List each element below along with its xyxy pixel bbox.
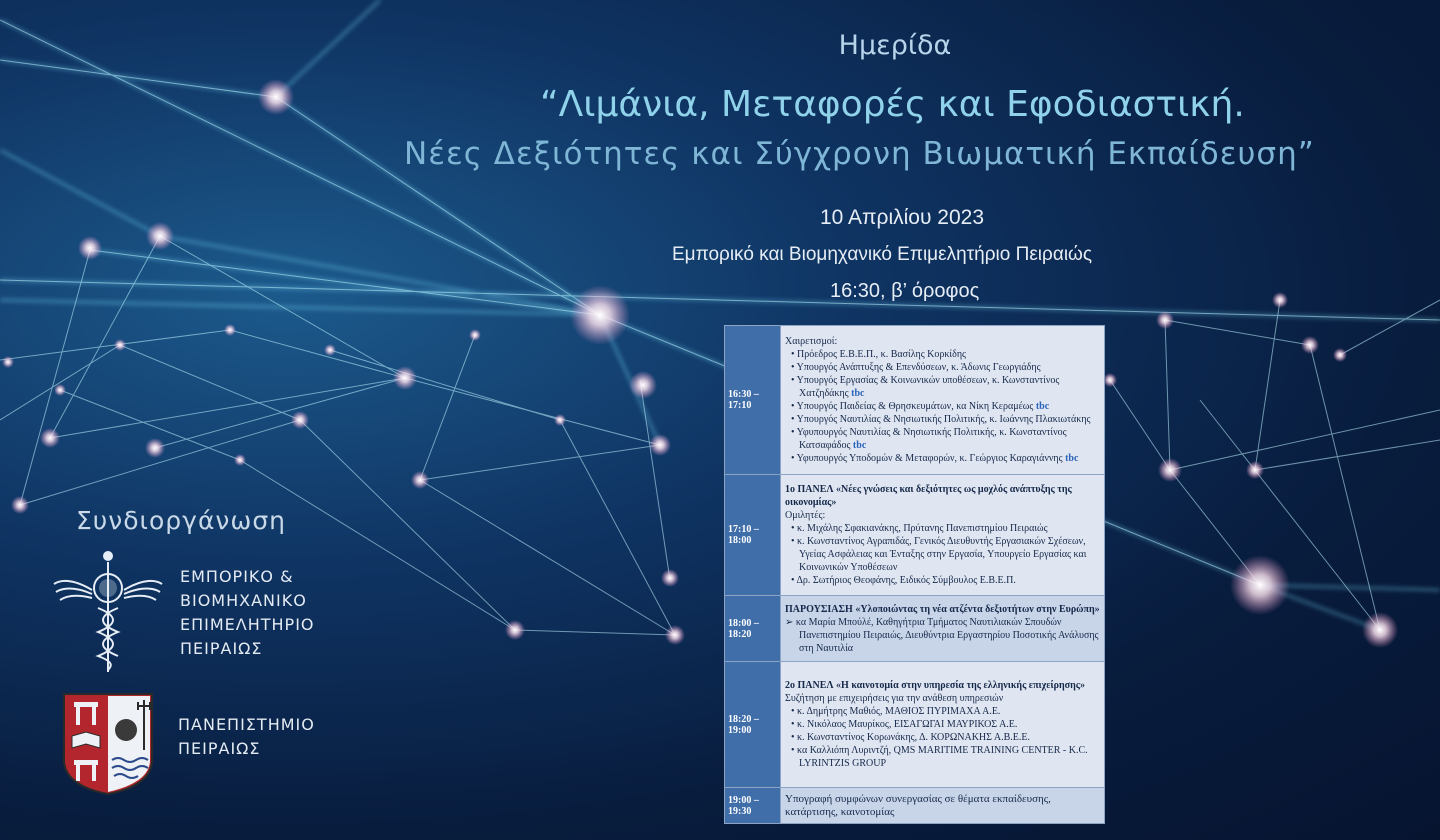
speaker-item: • κ. Μιχάλης Σφακιανάκης, Πρύτανης Πανεπιστημίου Πειραιώς [791, 523, 1048, 534]
agenda-time [725, 596, 781, 662]
agenda-session-signing [781, 788, 1105, 824]
event-venue: Εμπορικό και Βιομηχανικό Επιμελητήριο Πειραιώς [672, 244, 1093, 265]
time-end: 19:00 [728, 724, 752, 736]
unipi-name [178, 713, 315, 761]
co-organization-title: Συνδιοργάνωση [76, 506, 287, 535]
tbc-label: tbc [852, 440, 867, 451]
agenda-row [725, 662, 1105, 788]
agenda-session-greetings [781, 326, 1105, 475]
agenda-session-panel1 [781, 475, 1105, 596]
agenda-table [724, 325, 1105, 824]
speaker-item: ➢ κα Μαρία Μπούλέ, Καθηγήτρια Τμήματος Ναυτιλιακών Σπουδών Πανεπιστημίου Πειραιώς, Διευθύντρια Εργαστηρίου Ποσοτικής Ανάλυσης στη Ναυτιλία [785, 616, 1099, 654]
speaker-item: • κ. Κωνσταντίνος Αγραπιδάς, Γενικός Διευθυντής Εργασιακών Σχέσεων, Υγείας Ασφάλειας και Ένταξης στην Εργασία, Υπουργείο Εργασίας και Κοινωνικών Υποθέσεων [791, 536, 1087, 573]
agenda-row [725, 326, 1105, 475]
time-end: 17:10 [728, 400, 752, 411]
ebep-name-line3: ΕΠΙΜΕΛΗΤΗΡΙΟ [180, 615, 315, 634]
time-start: 18:00 – [728, 617, 759, 629]
time-end: 18:20 [728, 628, 752, 640]
speaker-item: • Δρ. Σωτήριος Θεοφάνης, Ειδικός Σύμβουλος Ε.Β.Ε.Π. [791, 575, 1016, 586]
agenda-time [725, 662, 781, 788]
speaker-item [785, 400, 1101, 413]
speaker-item [785, 426, 1101, 452]
agenda-row [725, 596, 1105, 662]
session-heading: Χαιρετισμοί: [785, 336, 838, 347]
tbc-label: tbc [851, 388, 865, 399]
session-heading: ΠΑΡΟΥΣΙΑΣΗ «Υλοποιώντας τη νέα ατζέντα δεξιοτήτων στην Ευρώπη» [785, 603, 1100, 615]
agenda-session-presentation [781, 596, 1105, 662]
speaker-item [785, 374, 1101, 400]
agenda-time [725, 475, 781, 596]
tbc-label: tbc [1065, 453, 1079, 464]
speaker-item [785, 452, 1101, 465]
time-start: 16:30 – [728, 389, 759, 400]
speaker-item: • Υπουργός Ανάπτυξης & Επενδύσεων, κ. Άδωνις Γεωργιάδης [791, 362, 1041, 373]
agenda-row [725, 475, 1105, 596]
ebep-name-line4: ΠΕΙΡΑΙΩΣ [180, 639, 263, 658]
time-end: 19:30 [728, 805, 752, 817]
ebep-name-line1: ΕΜΠΟΡΙΚΟ & [180, 567, 294, 586]
agenda-time [725, 326, 781, 475]
agenda-row [725, 788, 1105, 824]
agenda-time [725, 788, 781, 824]
speaker-text: • Υπουργός Παιδείας & Θρησκευμάτων, κα Νίκη Κεραμέως [791, 401, 1034, 412]
speaker-item: • Υπουργός Ναυτιλίας & Νησιωτικής Πολιτικής, κ. Ιωάννης Πλακιωτάκης [791, 414, 1091, 425]
session-subheading: Συζήτηση με επιχειρήσεις για την ανάθεση υπηρεσιών [785, 693, 1004, 704]
ebep-name-line2: ΒΙΟΜΗΧΑΝΙΚΟ [180, 591, 307, 610]
speaker-text: • Υπουργός Εργασίας & Κοινωνικών υποθέσεων, κ. Κωνσταντίνος Χατζηδάκης [791, 375, 1060, 399]
speaker-item: • κ. Δημήτρης Μαθιός, ΜΑΘΙΟΣ ΠΥΡΙΜΑΧΑ Α.Ε. [791, 706, 1001, 717]
time-start: 17:10 – [728, 524, 759, 535]
time-end: 18:00 [728, 535, 752, 546]
speaker-item: • κα Καλλιόπη Λυριντζή, QMS MARITIME TRAINING CENTER - K.C. LYRINTZIS GROUP [791, 745, 1088, 769]
tbc-label: tbc [1035, 401, 1050, 412]
event-date: 10 Απριλίου 2023 [820, 206, 985, 229]
unipi-logo [60, 690, 156, 796]
speaker-text: • Υφυπουργός Ναυτιλίας & Νησιωτικής Πολιτικής, κ. Κωνσταντίνος Κατσαφάδος [791, 427, 1067, 451]
session-heading: 2ο ΠΑΝΕΛ «Η καινοτομία στην υπηρεσία της ελληνικής επιχείρησης» [785, 680, 1086, 691]
unipi-name-line2: ΠΕΙΡΑΙΩΣ [178, 739, 261, 758]
unipi-name-line1: ΠΑΝΕΠΙΣΤΗΜΙΟ [178, 715, 315, 734]
speaker-text: • Υφυπουργός Υποδομών & Μεταφορών, κ. Γεώργιος Καραγιάννης [791, 453, 1063, 464]
time-start: 18:20 – [728, 713, 759, 725]
session-subheading: Ομιλητές: [785, 510, 826, 521]
speaker-item: • κ. Νικόλαος Μαυρίκος, ΕΙΣΑΓΩΓΑΙ ΜΑΥΡΙΚΟΣ Α.Ε. [791, 719, 1018, 730]
session-text: Υπογραφή συμφώνων συνεργασίας σε θέματα εκπαίδευσης, κατάρτισης, καινοτομίας [785, 792, 1051, 818]
speaker-item: • Πρόεδρος Ε.Β.Ε.Π., κ. Βασίλης Κορκίδης [791, 349, 967, 360]
time-start: 19:00 – [728, 794, 759, 806]
event-kicker: Ημερίδα [838, 30, 952, 61]
event-title-line2: Νέες Δεξιότητες και Σύγχρονη Βιωματική Εκπαίδευση” [404, 136, 1315, 172]
session-heading: 1ο ΠΑΝΕΛ «Νέες γνώσεις και δεξιότητες ως μοχλός ανάπτυξης της οικονομίας» [785, 484, 1072, 508]
event-time: 16:30, β’ όροφος [830, 280, 980, 302]
agenda-session-panel2 [781, 662, 1105, 788]
ebep-logo [52, 548, 164, 676]
ebep-name [180, 565, 315, 661]
speaker-item: • κ. Κωνσταντίνος Κορωνάκης, Δ. ΚΟΡΩΝΑΚΗΣ Α.Β.Ε.Ε. [791, 732, 1031, 743]
event-title-line1: “Λιμάνια, Μεταφορές και Εφοδιαστική. [540, 84, 1245, 125]
